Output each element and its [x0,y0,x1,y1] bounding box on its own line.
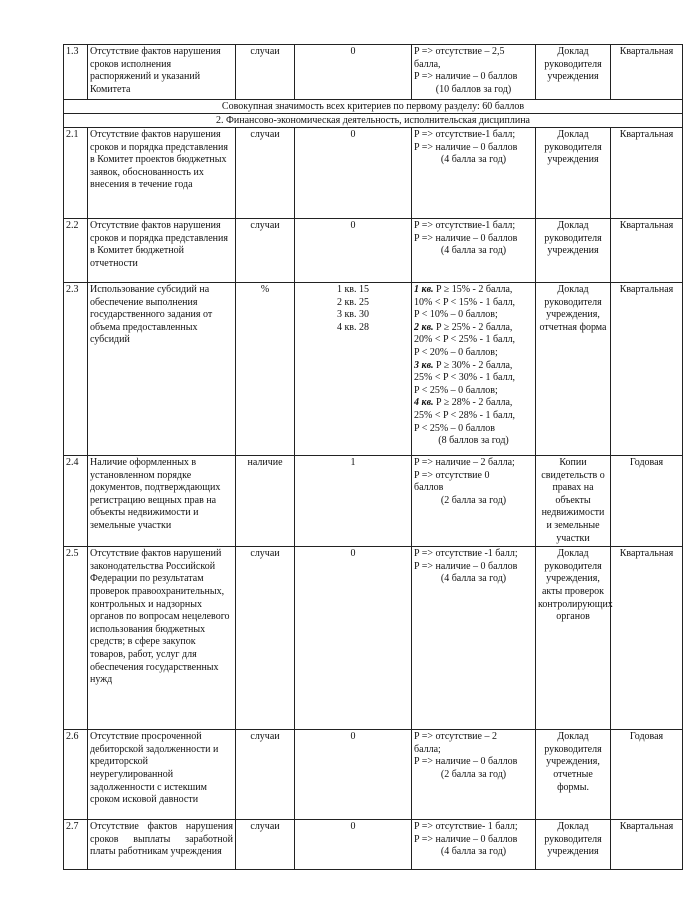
calc-line [414,284,533,297]
calc-total: (4 балла за год) [440,846,507,858]
quarter-label: 4 кв. [414,397,434,409]
value-cell [295,730,412,820]
calc-line [414,334,533,347]
calc-line: балла; [414,743,441,755]
calc-line: балла, [414,58,441,70]
value-line: 4 кв. 28 [336,321,370,333]
source-cell: Доклад руководителя учреждения, акты проверок контролирующих органов [536,547,611,730]
calc-text: P < 25% – 0 баллов [414,422,495,434]
row-number: 2.5 [64,547,88,730]
value-line: 1 [350,457,356,468]
unit-cell: случаи [236,219,295,283]
value-cell [295,283,412,456]
calc-line [414,423,533,436]
criteria-table [63,44,683,870]
calc-text: 20% < P < 25% - 1 балл, [414,334,516,346]
indicator-cell: Отсутствие фактов нарушений законодательства Российской Федерации по результатам проверок правоохранительных, контрольных и надзорных органов по вопросам нецелевого использования бюджетных средств; в сфере закупок товаров, работ, услуг для обеспечения государственных нужд [88,547,236,730]
calc-cell [412,128,536,219]
calc-cell [412,283,536,456]
value-line: 1 кв. 15 [336,284,370,295]
calc-text: 25% < P < 28% - 1 балл, [414,409,516,421]
value-cell [295,820,412,870]
row-number: 2.3 [64,283,88,456]
calc-text: 25% < P < 30% - 1 балл, [414,372,516,384]
value-line: 0 [350,46,356,57]
value-cell [295,456,412,547]
calc-line [414,347,533,360]
calc-line [414,385,533,398]
quarter-label: 2 кв. [414,321,434,333]
unit-cell: % [236,283,295,456]
calc-cell [412,730,536,820]
unit-cell: случаи [236,45,295,100]
calc-text: P ≥ 15% - 2 балла, [436,284,513,295]
section-heading: 2. Финансово-экономическая деятельность, исполнительская дисциплина [64,114,683,128]
row-number: 2.4 [64,456,88,547]
unit-cell: случаи [236,128,295,219]
calc-line: P => наличие – 0 баллов [414,833,518,845]
period-cell: Годовая [611,730,683,820]
calc-line: P => наличие – 0 баллов [414,141,518,153]
value-cell [295,547,412,730]
calc-line [414,297,533,310]
calc-cell [412,820,536,870]
calc-total: (4 балла за год) [440,573,507,585]
calc-total: (2 балла за год) [440,494,507,506]
calc-line: P => наличие – 0 баллов [414,756,518,768]
source-cell: Доклад руководителя учреждения [536,45,611,100]
value-line: 0 [350,220,356,231]
calc-line [414,397,533,410]
calc-line: P => наличие – 0 баллов [414,560,518,572]
row-number: 2.2 [64,219,88,283]
indicator-cell: Использование субсидий на обеспечение выполнения государственного задания от объема предоставленных субсидий [88,283,236,456]
calc-total: (4 балла за год) [440,245,507,257]
calc-cell [412,45,536,100]
source-cell: Копии свидетельств о правах на объекты недвижимости и земельные участки [536,456,611,547]
calc-line [414,309,533,322]
unit-cell: наличие [236,456,295,547]
calc-text: P ≥ 28% - 2 балла, [436,397,513,409]
value-cell [295,128,412,219]
table-row [64,128,683,219]
calc-total: (2 балла за год) [440,768,507,780]
calc-line [414,372,533,385]
calc-line: P => наличие – 0 баллов [414,71,518,83]
table-body [64,45,683,870]
source-cell: Доклад руководителя учреждения, отчетная форма [536,283,611,456]
summary-text: Совокупная значимость всех критериев по первому разделу: 60 баллов [64,100,683,114]
indicator-cell: Отсутствие фактов нарушения сроков и порядка представления в Комитет бюджетной отчетности [88,219,236,283]
period-cell: Квартальная [611,45,683,100]
calc-cell [412,456,536,547]
row-number: 2.7 [64,820,88,870]
indicator-cell: Отсутствие фактов нарушения сроков и порядка представления в Комитет проектов бюджетных заявок, обоснованность их внесения в течение года [88,128,236,219]
value-cell [295,45,412,100]
calc-text: P < 25% – 0 баллов; [414,384,498,396]
calc-line: P => наличие – 0 баллов [414,232,518,244]
calc-text: P ≥ 30% - 2 балла, [436,359,513,371]
calc-line [414,410,533,423]
row-number: 2.1 [64,128,88,219]
calc-line: P => отсутствие – 2,5 [414,46,505,57]
calc-text: P < 10% – 0 баллов; [414,309,498,321]
period-cell: Годовая [611,456,683,547]
calc-total: (8 баллов за год) [438,435,509,447]
calc-text: 10% < P < 15% - 1 балл, [414,296,516,308]
period-cell: Квартальная [611,547,683,730]
calc-total: (4 балла за год) [440,154,507,166]
indicator-cell: Отсутствие фактов нарушения сроков выплаты заработной платы работникам учреждения [88,820,236,870]
summary-row [64,100,683,114]
value-line: 0 [350,821,356,833]
value-cell [295,219,412,283]
row-number: 2.6 [64,730,88,820]
calc-total: (10 баллов за год) [435,83,512,95]
source-cell: Доклад руководителя учреждения [536,820,611,870]
calc-line: баллов [414,482,444,494]
calc-text: P ≥ 25% - 2 балла, [436,321,513,333]
value-line: 0 [350,129,356,140]
value-line: 0 [350,731,356,743]
source-cell: Доклад руководителя учреждения [536,219,611,283]
calc-line: P => отсутствие- 1 балл; [414,821,518,833]
indicator-cell: Отсутствие фактов нарушения сроков исполнения распоряжений и указаний Комитета [88,45,236,100]
calc-line: P => отсутствие-1 балл; [414,220,516,231]
period-cell: Квартальная [611,128,683,219]
quarter-label: 1 кв. [414,284,434,295]
table-row [64,45,683,100]
unit-cell: случаи [236,820,295,870]
unit-cell: случаи [236,547,295,730]
indicator-cell: Отсутствие просроченной дебиторской задолженности и кредиторской неурегулированной задолженности с истекшим сроком исковой давности [88,730,236,820]
table-row [64,820,683,870]
table-row [64,730,683,820]
value-line: 0 [350,548,356,560]
table-row [64,547,683,730]
calc-cell [412,547,536,730]
row-number: 1.3 [64,45,88,100]
calc-cell [412,219,536,283]
source-cell: Доклад руководителя учреждения [536,128,611,219]
calc-line: P => отсутствие – 2 [414,731,497,743]
calc-line [414,360,533,373]
quarter-label: 3 кв. [414,359,434,371]
calc-line: P => отсутствие 0 [414,469,490,481]
period-cell: Квартальная [611,283,683,456]
value-line: 3 кв. 30 [336,309,370,321]
unit-cell: случаи [236,730,295,820]
value-line: 2 кв. 25 [336,296,370,308]
calc-text: P < 20% – 0 баллов; [414,346,498,358]
indicator-cell: Наличие оформленных в установленном порядке документов, подтверждающих регистрацию вещных прав на объекты недвижимости и земельные участки [88,456,236,547]
calc-line: P => наличие – 2 балла; [414,457,515,468]
period-cell: Квартальная [611,219,683,283]
calc-line: P => отсутствие -1 балл; [414,548,518,560]
period-cell: Квартальная [611,820,683,870]
source-cell: Доклад руководителя учреждения, отчетные формы. [536,730,611,820]
table-row [64,283,683,456]
calc-line: P => отсутствие-1 балл; [414,129,516,140]
calc-line [414,322,533,335]
table-row [64,219,683,283]
section-heading-row [64,114,683,128]
table-row [64,456,683,547]
